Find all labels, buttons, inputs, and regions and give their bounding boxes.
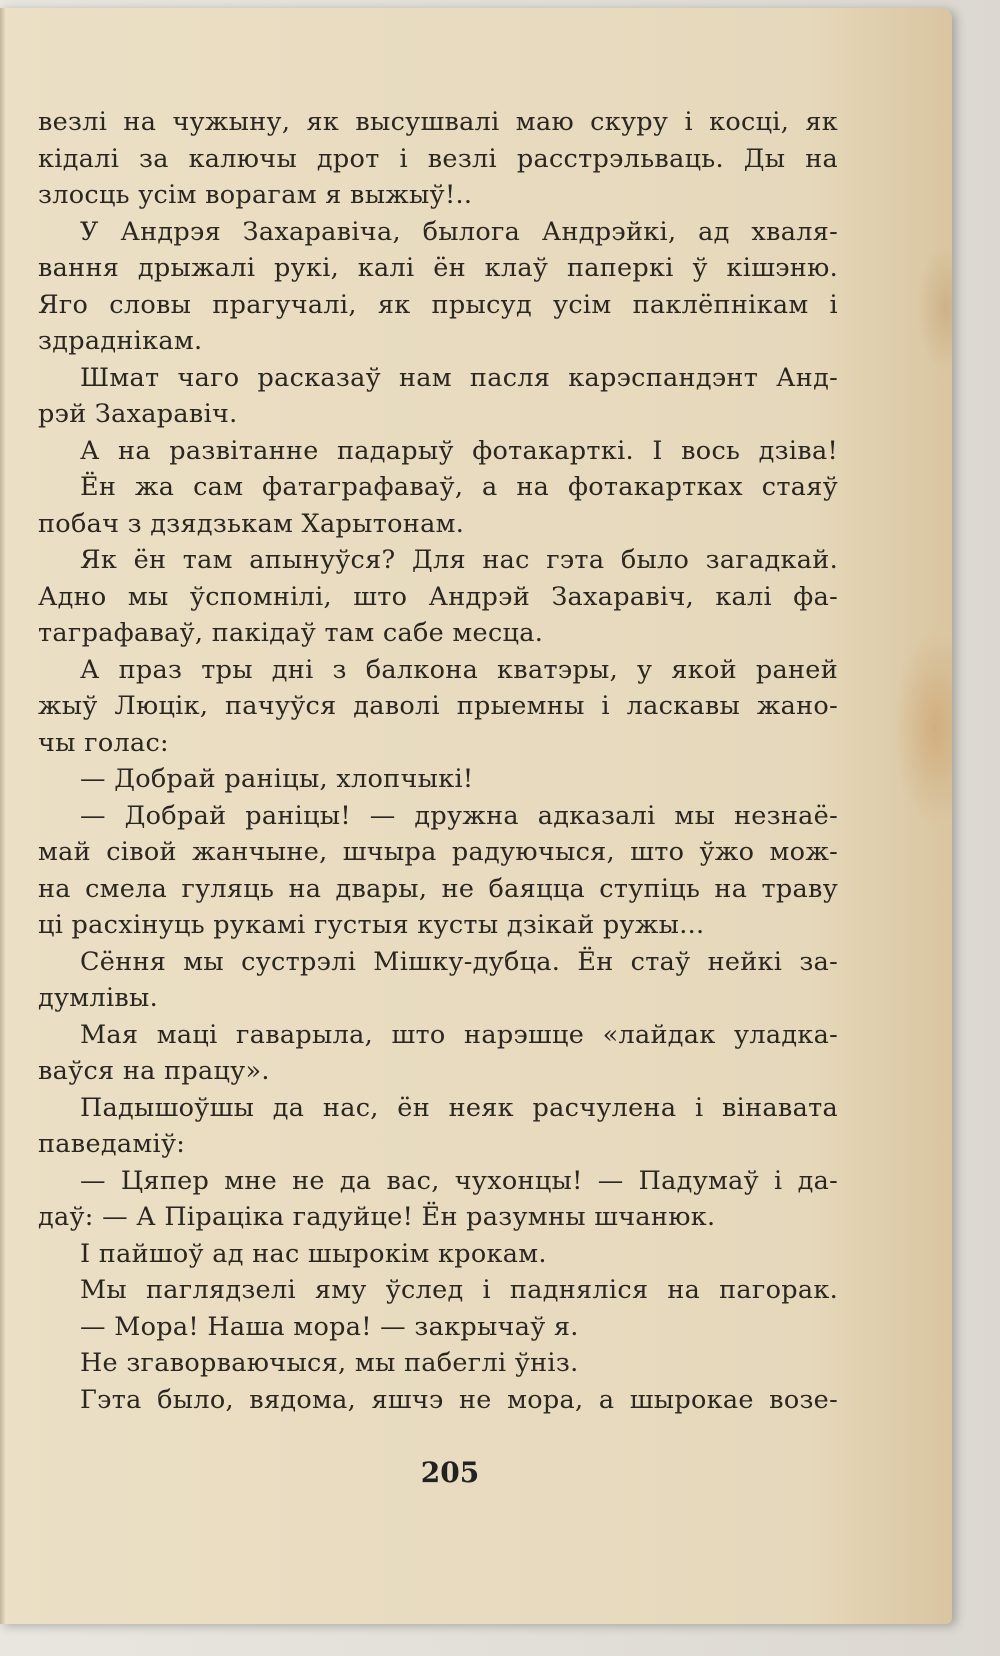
text-line: Не згаворваючыся, мы пабеглі ўніз. xyxy=(80,1348,579,1378)
text-line: — Добрай раніцы, хлопчыкі! xyxy=(80,764,474,794)
text-line: здраднікам. xyxy=(38,326,203,356)
text-line: Ён жа сам фатаграфаваў, а на фотакартках стаяў xyxy=(80,472,838,502)
text-line: Гэта было, вядома, яшчэ не мора, а шырокае возе- xyxy=(80,1384,838,1415)
text-line: Мая маці гаварыла, што нарэшце «лайдак уладка- xyxy=(80,1019,838,1050)
text-line: Як ён там апынуўся? Для нас гэта было загадкай. xyxy=(80,545,838,575)
text-line: вання дрыжалі рукі, калі ён клаў паперкі ў кішэню. xyxy=(38,253,838,283)
page-number xyxy=(0,1456,952,1489)
text-line: везлі на чужыну, як высушвалі маю скуру і косці, як xyxy=(38,107,838,137)
text-line: таграфаваў, пакідаў там сабе месца. xyxy=(38,618,544,648)
text-line: на смела гуляць на двары, не баяцца ступіць на траву xyxy=(38,873,838,904)
text-line: кідалі за калючы дрот і везлі расстрэльваць. Ды на xyxy=(38,143,838,174)
text-line: жыў Люцік, пачуўся даволі прыемны і ласкавы жано- xyxy=(38,691,838,721)
text-line: Мы паглядзелі яму ўслед і падняліся на пагорак. xyxy=(80,1275,838,1305)
text-line: думлівы. xyxy=(38,983,159,1013)
body-text xyxy=(38,104,838,1418)
page-spine-shadow xyxy=(0,8,6,1624)
text-line: У Андрэя Захаравіча, былога Андрэйкі, ад хваля- xyxy=(80,216,838,247)
book-page xyxy=(0,8,952,1624)
text-line: май сівой жанчыне, шчыра радуючыся, што ўжо мож- xyxy=(38,837,838,867)
text-line: А праз тры дні з балкона кватэры, у якой раней xyxy=(80,654,838,685)
text-line: Шмат чаго расказаў нам пасля карэспандэнт Анд- xyxy=(80,362,838,393)
text-line: побач з дзядзькам Харытонам. xyxy=(38,508,465,539)
text-line: — Цяпер мне не да вас, чухонцы! — Падумаў і да- xyxy=(80,1165,838,1196)
text-line: рэй Захаравіч. xyxy=(38,399,238,429)
text-line: даў: — А Пірацікa гадуйце! Ён разумны шчанюк. xyxy=(38,1202,716,1232)
text-line: І пайшоў ад нас шырокім крокам. xyxy=(80,1238,547,1269)
text-line: злосць усім ворагам я выжыў!.. xyxy=(38,180,473,210)
text-line: А на развітанне падарыў фотакарткі. І вось дзіва! xyxy=(80,435,838,466)
text-line: паведаміў: xyxy=(38,1129,186,1159)
text-line: Сёння мы сустрэлі Мішку-дубца. Ён стаў нейкі за- xyxy=(80,946,838,977)
page-number-label: 205 xyxy=(420,1456,480,1489)
text-line: ці расхінуць рукамі густыя кусты дзікай ружы... xyxy=(38,910,705,940)
text-line: чы голас: xyxy=(38,727,169,758)
text-line: Яго словы прагучалі, як прысуд усім паклёпнікам і xyxy=(38,289,838,320)
text-line: Падышоўшы да нас, ён неяк расчулена і вінавата xyxy=(80,1092,838,1123)
text-line: — Добрай раніцы! — дружна адказалі мы незнаё- xyxy=(80,800,838,831)
text-line: ваўся на працу». xyxy=(38,1056,270,1086)
text-line: Адно мы ўспомнілі, што Андрэй Захаравіч, калі фа- xyxy=(38,581,838,612)
text-line: — Мора! Наша мора! — закрычаў я. xyxy=(80,1311,579,1342)
